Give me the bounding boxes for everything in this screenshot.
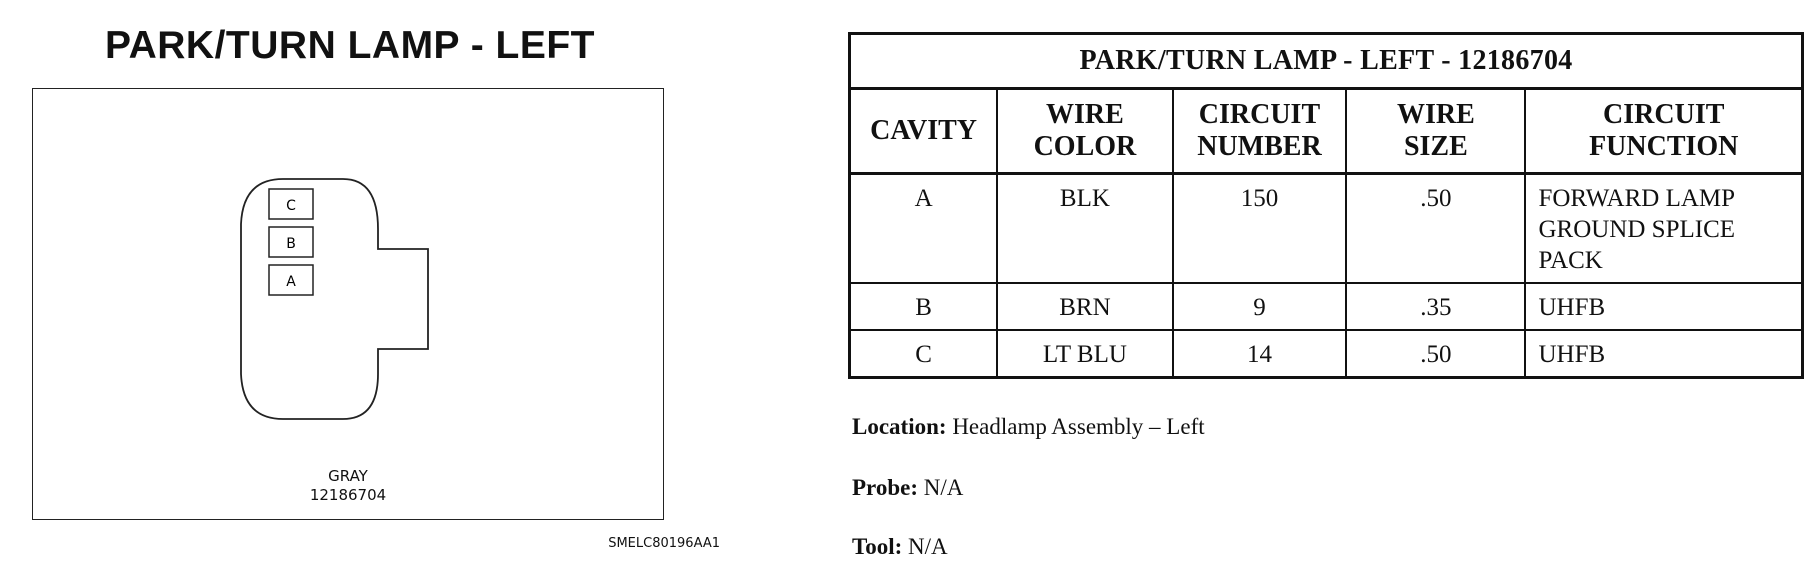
cell-cavity: B <box>850 283 998 330</box>
table-row <box>850 174 1803 284</box>
probe-line <box>852 475 963 501</box>
cavity-label-a: A <box>286 274 296 290</box>
header-circuit-number: CIRCUIT NUMBER <box>1173 89 1347 174</box>
cell-cavity: A <box>850 174 998 284</box>
location-value: Headlamp Assembly – Left <box>952 414 1205 439</box>
header-cavity: CAVITY <box>850 89 998 174</box>
cell-circuit-number: 14 <box>1173 330 1347 378</box>
table-header-row <box>850 89 1803 174</box>
pinout-table <box>848 32 1804 379</box>
diagram-title: PARK/TURN LAMP - LEFT <box>104 24 596 67</box>
cell-wire-color: LT BLU <box>997 330 1172 378</box>
cell-circuit-function: UHFB <box>1525 330 1802 378</box>
cell-circuit-number: 9 <box>1173 283 1347 330</box>
tool-label: Tool: <box>852 534 903 559</box>
cell-wire-color: BRN <box>997 283 1172 330</box>
header-wire-size: WIRE SIZE <box>1346 89 1525 174</box>
connector-diagram <box>32 88 664 520</box>
probe-label: Probe: <box>852 475 919 500</box>
cell-wire-size: .50 <box>1346 330 1525 378</box>
connector-color-label: GRAY <box>328 467 368 485</box>
cell-wire-size: .50 <box>1346 174 1525 284</box>
tool-line <box>852 534 948 560</box>
location-line <box>852 414 1205 440</box>
cell-cavity: C <box>850 330 998 378</box>
cell-circuit-number: 150 <box>1173 174 1347 284</box>
tool-value: N/A <box>908 534 948 559</box>
cell-circuit-function: UHFB <box>1525 283 1802 330</box>
table-row <box>850 330 1803 378</box>
probe-value: N/A <box>923 475 964 500</box>
table-row <box>850 283 1803 330</box>
header-circuit-function: CIRCUIT FUNCTION <box>1525 89 1802 174</box>
location-label: Location: <box>852 414 947 439</box>
cavity-label-b: B <box>286 236 296 252</box>
table-title: PARK/TURN LAMP - LEFT - 12186704 <box>850 34 1803 89</box>
cavity-label-c: C <box>286 198 296 214</box>
drawing-id: SMELC80196AA1 <box>608 536 720 551</box>
header-wire-color: WIRE COLOR <box>997 89 1172 174</box>
connector-drawing <box>33 89 665 521</box>
connector-part-number: 12186704 <box>309 486 387 504</box>
cell-circuit-function: FORWARD LAMP GROUND SPLICE PACK <box>1525 174 1802 284</box>
cell-wire-size: .35 <box>1346 283 1525 330</box>
cell-wire-color: BLK <box>997 174 1172 284</box>
